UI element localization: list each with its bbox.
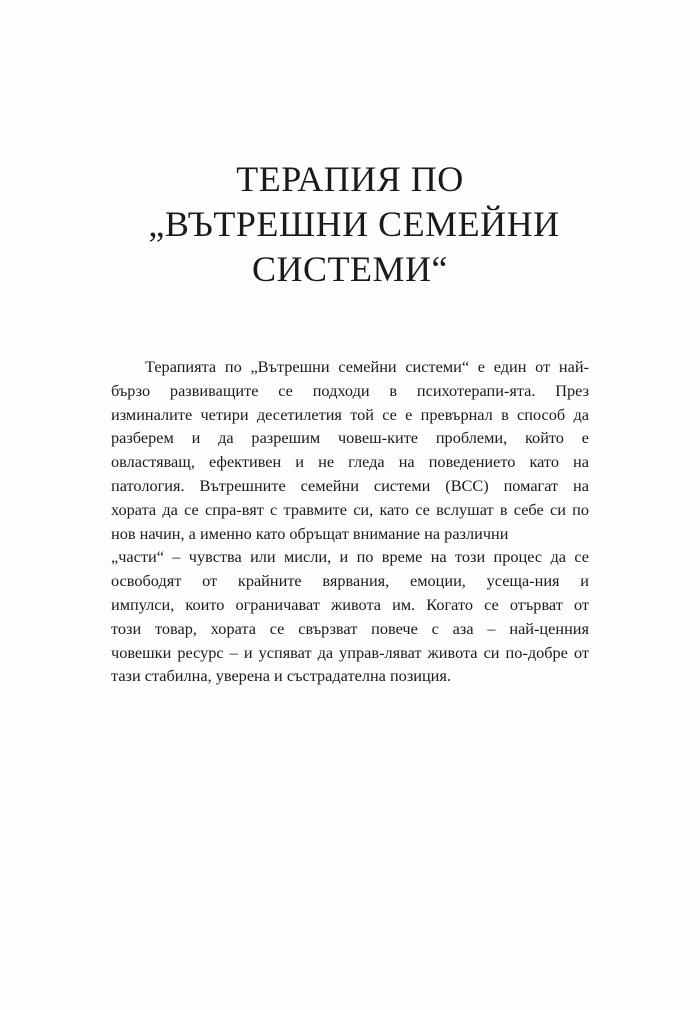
paragraph-line: „части“ – чувства или мисли, и по време на този процес да се bbox=[111, 547, 589, 567]
chapter-title-line-1: ТЕРАПИЯ ПО bbox=[236, 159, 464, 199]
paragraph-line: импулси, които ограничават живота им. Когато се отърват от bbox=[111, 594, 589, 614]
paragraph-line: овластяващ, ефективен и не гледа на поведението като на bbox=[111, 452, 589, 472]
chapter-title bbox=[0, 157, 700, 292]
paragraph-line: изминалите четири десетилетия той се е превърнал в способ да bbox=[111, 404, 589, 424]
chapter-title-line-3: СИСТЕМИ“ bbox=[252, 249, 448, 289]
paragraph-line: патология. Вътрешните семейни системи (ВСС) помагат на bbox=[111, 475, 589, 495]
paragraph-line: освободят от крайните вярвания, емоции, усеща-ния и bbox=[111, 571, 589, 591]
chapter-title-line-2: „ВЪТРЕШНИ СЕМЕЙНИ bbox=[148, 204, 560, 244]
paragraph-line: този товар, хората се свързват повече с аза – най-ценния bbox=[111, 618, 589, 638]
paragraph-line: бързо развиващите се подходи в психотерапи-ята. През bbox=[111, 380, 589, 400]
paragraph-line: разберем и да разрешим човеш-ките проблеми, който е bbox=[111, 428, 589, 448]
paragraph-line: Терапията по „Вътрешни семейни системи“ е един от най- bbox=[145, 357, 589, 376]
paragraph-line: нов начин, а именно като обръщат внимание на различни bbox=[111, 523, 509, 543]
body-paragraph bbox=[111, 355, 589, 688]
paragraph-line: тази стабилна, уверена и състрадателна позиция. bbox=[111, 666, 451, 686]
paragraph-line: човешки ресурс – и успяват да управ-ляват живота си по-добре от bbox=[111, 642, 589, 662]
paragraph-line: хората да се спра-вят с травмите си, като се вслушат в себе си по bbox=[111, 499, 589, 519]
